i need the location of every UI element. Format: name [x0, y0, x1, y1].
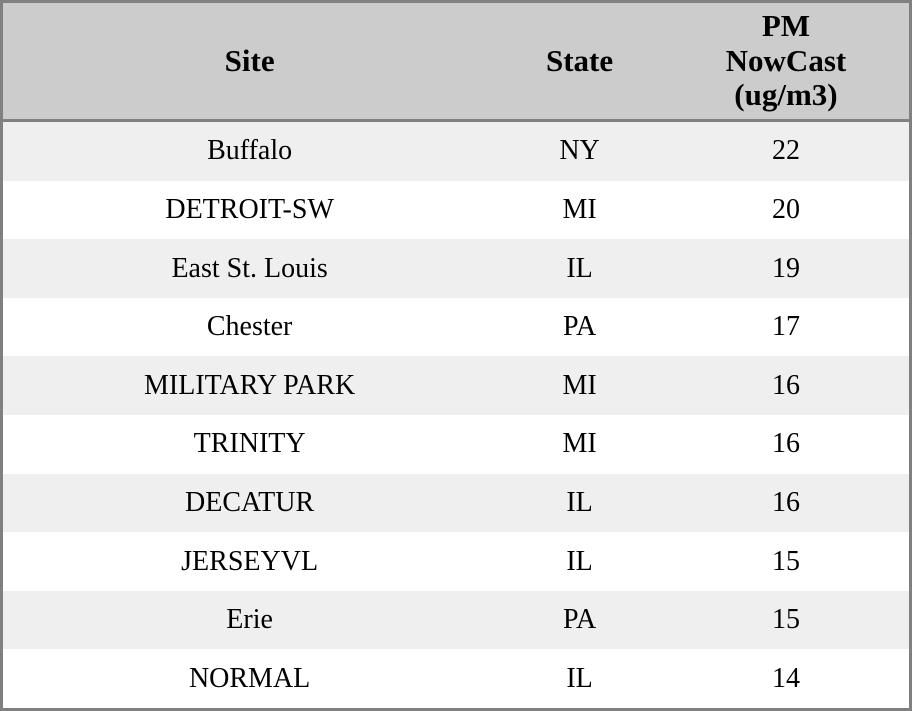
column-header-pm-nowcast-line3: (ug/m3) — [734, 77, 838, 113]
cell-state: PA — [496, 298, 663, 357]
table-row — [3, 239, 909, 298]
cell-value: 14 — [663, 649, 909, 708]
cell-state: MI — [496, 356, 663, 415]
cell-value: 19 — [663, 239, 909, 298]
table-row — [3, 298, 909, 357]
table-row — [3, 356, 909, 415]
cell-value: 22 — [663, 121, 909, 181]
cell-state: IL — [496, 649, 663, 708]
table-body — [3, 121, 909, 708]
cell-site: DETROIT-SW — [3, 181, 496, 240]
table-row — [3, 591, 909, 650]
cell-state: PA — [496, 591, 663, 650]
cell-value: 16 — [663, 415, 909, 474]
cell-site: Chester — [3, 298, 496, 357]
table-header-row — [3, 3, 909, 121]
table-header — [3, 3, 909, 121]
air-quality-table — [3, 3, 909, 708]
table-row — [3, 181, 909, 240]
cell-state: NY — [496, 121, 663, 181]
cell-site: Buffalo — [3, 121, 496, 181]
cell-site: NORMAL — [3, 649, 496, 708]
column-header-site: Site — [3, 3, 496, 121]
column-header-pm-nowcast — [663, 3, 909, 121]
table-row — [3, 649, 909, 708]
column-header-state: State — [496, 3, 663, 121]
cell-site: JERSEYVL — [3, 532, 496, 591]
cell-value: 16 — [663, 356, 909, 415]
column-header-pm-nowcast-line1: PM — [761, 8, 811, 43]
cell-site: DECATUR — [3, 474, 496, 533]
table-row — [3, 532, 909, 591]
table-row — [3, 121, 909, 181]
cell-value: 20 — [663, 181, 909, 240]
cell-state: MI — [496, 415, 663, 474]
column-header-pm-nowcast-line2: NowCast — [725, 42, 847, 78]
cell-value: 15 — [663, 591, 909, 650]
cell-site: MILITARY PARK — [3, 356, 496, 415]
cell-state: MI — [496, 181, 663, 240]
cell-state: IL — [496, 474, 663, 533]
cell-state: IL — [496, 532, 663, 591]
cell-site: TRINITY — [3, 415, 496, 474]
cell-value: 15 — [663, 532, 909, 591]
table-row — [3, 474, 909, 533]
cell-site: Erie — [3, 591, 496, 650]
cell-state: IL — [496, 239, 663, 298]
cell-site: East St. Louis — [3, 239, 496, 298]
table-row — [3, 415, 909, 474]
cell-value: 16 — [663, 474, 909, 533]
cell-value: 17 — [663, 298, 909, 357]
